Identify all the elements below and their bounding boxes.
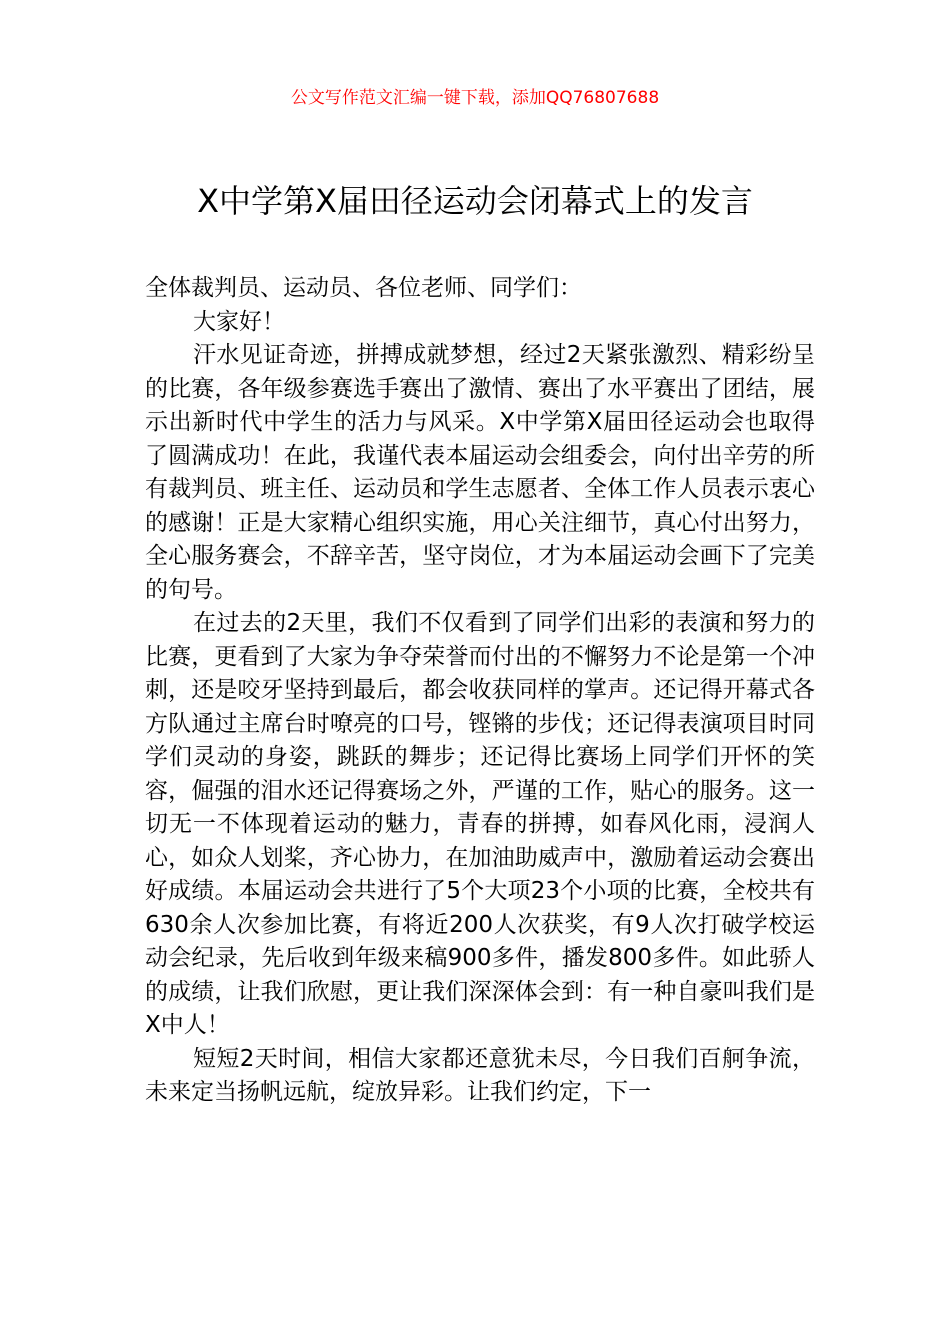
salutation: 全体裁判员、运动员、各位老师、同学们： [145,275,582,301]
document-title: X中学第X届田径运动会闭幕式上的发言 [197,182,753,220]
document-body [145,272,815,1110]
body-paragraph-2: 在过去的2天里，我们不仅看到了同学们出彩的表演和努力的比赛，更看到了大家为争夺荣誉而付出的不懈努力不论是第一个冲刺，还是咬牙坚持到最后，都会收获同样的掌声。还记得开幕式各方队通过主席台时嘹亮的口号，铿锵的步伐；还记得表演项目时同学们灵动的身姿，跳跃的舞步；还记得比赛场上同学们开怀的笑容，倔强的泪水还记得赛场之外，严谨的工作，贴心的服务。这一切无一不体现着运动的魅力，青春的拼搏，如春风化雨，浸润人心，如众人划桨，齐心协力，在加油助威声中，激励着运动会赛出好成绩。本届运动会共进行了5个大项23个小项的比赛，全校共有630余人次参加比赛，有将近200人次获奖，有9人次打破学校运动会纪录，先后收到年级来稿900多件，播发800多件。如此骄人的成绩，让我们欣慰，更让我们深深体会到：有一种自豪叫我们是X中人！ [145,610,815,1038]
body-paragraph-3: 短短2天时间，相信大家都还意犹未尽，今日我们百舸争流，未来定当扬帆远航，绽放异彩。让我们约定，下一 [145,1045,815,1105]
body-paragraph-1: 汗水见证奇迹，拼搏成就梦想，经过2天紧张激烈、精彩纷呈的比赛，各年级参赛选手赛出了激情、赛出了水平赛出了团结，展示出新时代中学生的活力与风采。X中学第X届田径运动会也取得了圆满成功！在此，我谨代表本届运动会组委会，向付出辛劳的所有裁判员、班主任、运动员和学生志愿者、全体工作人员表示衷心的感谢！正是大家精心组织实施，用心关注细节，真心付出努力，全心服务赛会，不辞辛苦，坚守岗位，才为本届运动会画下了完美的句号。 [145,342,815,603]
download-banner[interactable]: 公文写作范文汇编一键下载，添加QQ76807688 [290,88,660,108]
greeting-paragraph: 大家好！ [193,308,285,335]
